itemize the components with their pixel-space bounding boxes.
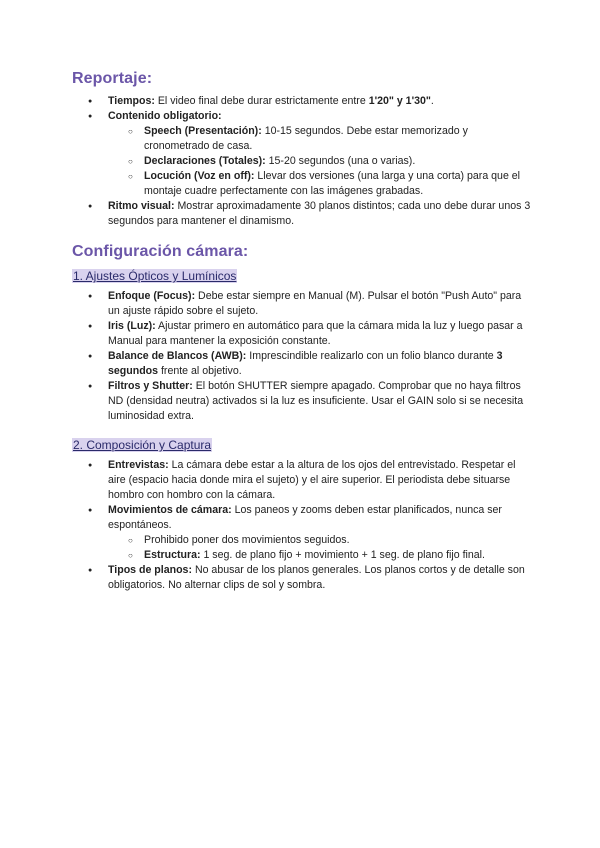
ajustes-list [72, 289, 532, 424]
subheading-ajustes: 1. Ajustes Ópticos y Lumínicos [73, 269, 237, 283]
list-item-prohibido [72, 533, 532, 548]
label-iris: Iris (Luz): [108, 320, 156, 332]
label-balance: Balance de Blancos (AWB): [108, 350, 247, 362]
label-enfoque: Enfoque (Focus): [108, 290, 196, 302]
list-item-tipos [72, 563, 532, 593]
label-tipos: Tipos de planos: [108, 564, 192, 576]
label-declaraciones: Declaraciones (Totales): [144, 155, 266, 167]
list-item-speech [72, 124, 532, 154]
text-balance: Imprescindible realizarlo con un folio blanco durante [249, 350, 494, 362]
heading-configuracion: Configuración cámara: [72, 243, 249, 260]
list-item-contenido [72, 109, 532, 124]
text-tiempos: El video final debe durar estrictamente entre [157, 95, 366, 107]
list-item-declaraciones [72, 154, 532, 169]
contenido-sublist [72, 124, 532, 199]
label-filtros: Filtros y Shutter: [108, 380, 193, 392]
label-speech: Speech (Presentación): [144, 125, 262, 137]
text-tipos: No abusar de los planos generales. Los planos cortos y de detalle son obligatorios. No alternar clips de sol y sombra. [108, 564, 525, 591]
text-speech: 10-15 segundos. Debe estar memorizado y cronometrado de casa. [144, 125, 468, 152]
label-tiempos: Tiempos: [108, 95, 155, 107]
list-item-locucion [72, 169, 532, 199]
label-entrevistas: Entrevistas: [108, 459, 169, 471]
tiempos-end: . [430, 95, 434, 107]
text-locucion: Llevar dos versiones (una larga y una corta) para que el montaje cuadre perfectamente con las imágenes grabadas. [144, 170, 521, 197]
reportaje-list [72, 94, 532, 229]
document-page [72, 70, 532, 593]
tiempos-range: 1'20" y 1'30" [368, 95, 431, 107]
balance-bold: 3 segundos [108, 350, 503, 377]
text-iris: Ajustar primero en automático para que la cámara mida la luz y luego pasar a Manual para mantener la exposición constante. [108, 320, 523, 347]
label-movimientos: Movimientos de cámara: [108, 504, 232, 516]
label-contenido: Contenido obligatorio: [108, 110, 222, 122]
list-item-filtros [72, 379, 532, 424]
list-item-entrevistas [72, 458, 532, 503]
label-locucion: Locución (Voz en off): [144, 170, 255, 182]
text-entrevistas: La cámara debe estar a la altura de los ojos del entrevistado. Respetar el aire (espacio hacia donde mira el sujeto) y el aire superior. El periodista debe situarse hombro con hombro con la cámara. [108, 459, 516, 501]
subheading-composicion: 2. Composición y Captura [73, 438, 212, 452]
balance-end: frente al objetivo. [160, 365, 242, 377]
list-item-ritmo [72, 199, 532, 229]
text-declaraciones: 15-20 segundos (una o varias). [268, 155, 416, 167]
text-movimientos: Los paneos y zooms deben estar planificados, nunca ser espontáneos. [108, 504, 502, 531]
label-ritmo: Ritmo visual: [108, 200, 175, 212]
list-item-tiempos [72, 94, 532, 109]
list-item-movimientos [72, 503, 532, 533]
list-item-balance [72, 349, 532, 379]
heading-reportaje: Reportaje: [72, 70, 153, 87]
text-estructura: 1 seg. de plano fijo + movimiento + 1 seg. de plano fijo final. [203, 549, 485, 561]
text-prohibido: Prohibido poner dos movimientos seguidos. [144, 534, 350, 546]
composicion-list [72, 458, 532, 593]
text-filtros: El botón SHUTTER siempre apagado. Comprobar que no haya filtros ND (densidad neutra) activados si la luz es insuficiente. Usar el GAIN solo si se necesita luminosidad extra. [108, 380, 524, 422]
list-item-estructura [72, 548, 532, 563]
label-estructura: Estructura: [144, 549, 201, 561]
list-item-enfoque [72, 289, 532, 319]
list-item-iris [72, 319, 532, 349]
text-enfoque: Debe estar siempre en Manual (M). Pulsar el botón "Push Auto" para un ajuste rápido sobre el sujeto. [108, 290, 522, 317]
movimientos-sublist [72, 533, 532, 563]
text-ritmo: Mostrar aproximadamente 30 planos distintos; cada uno debe durar unos 3 segundos para mantener el dinamismo. [108, 200, 531, 227]
